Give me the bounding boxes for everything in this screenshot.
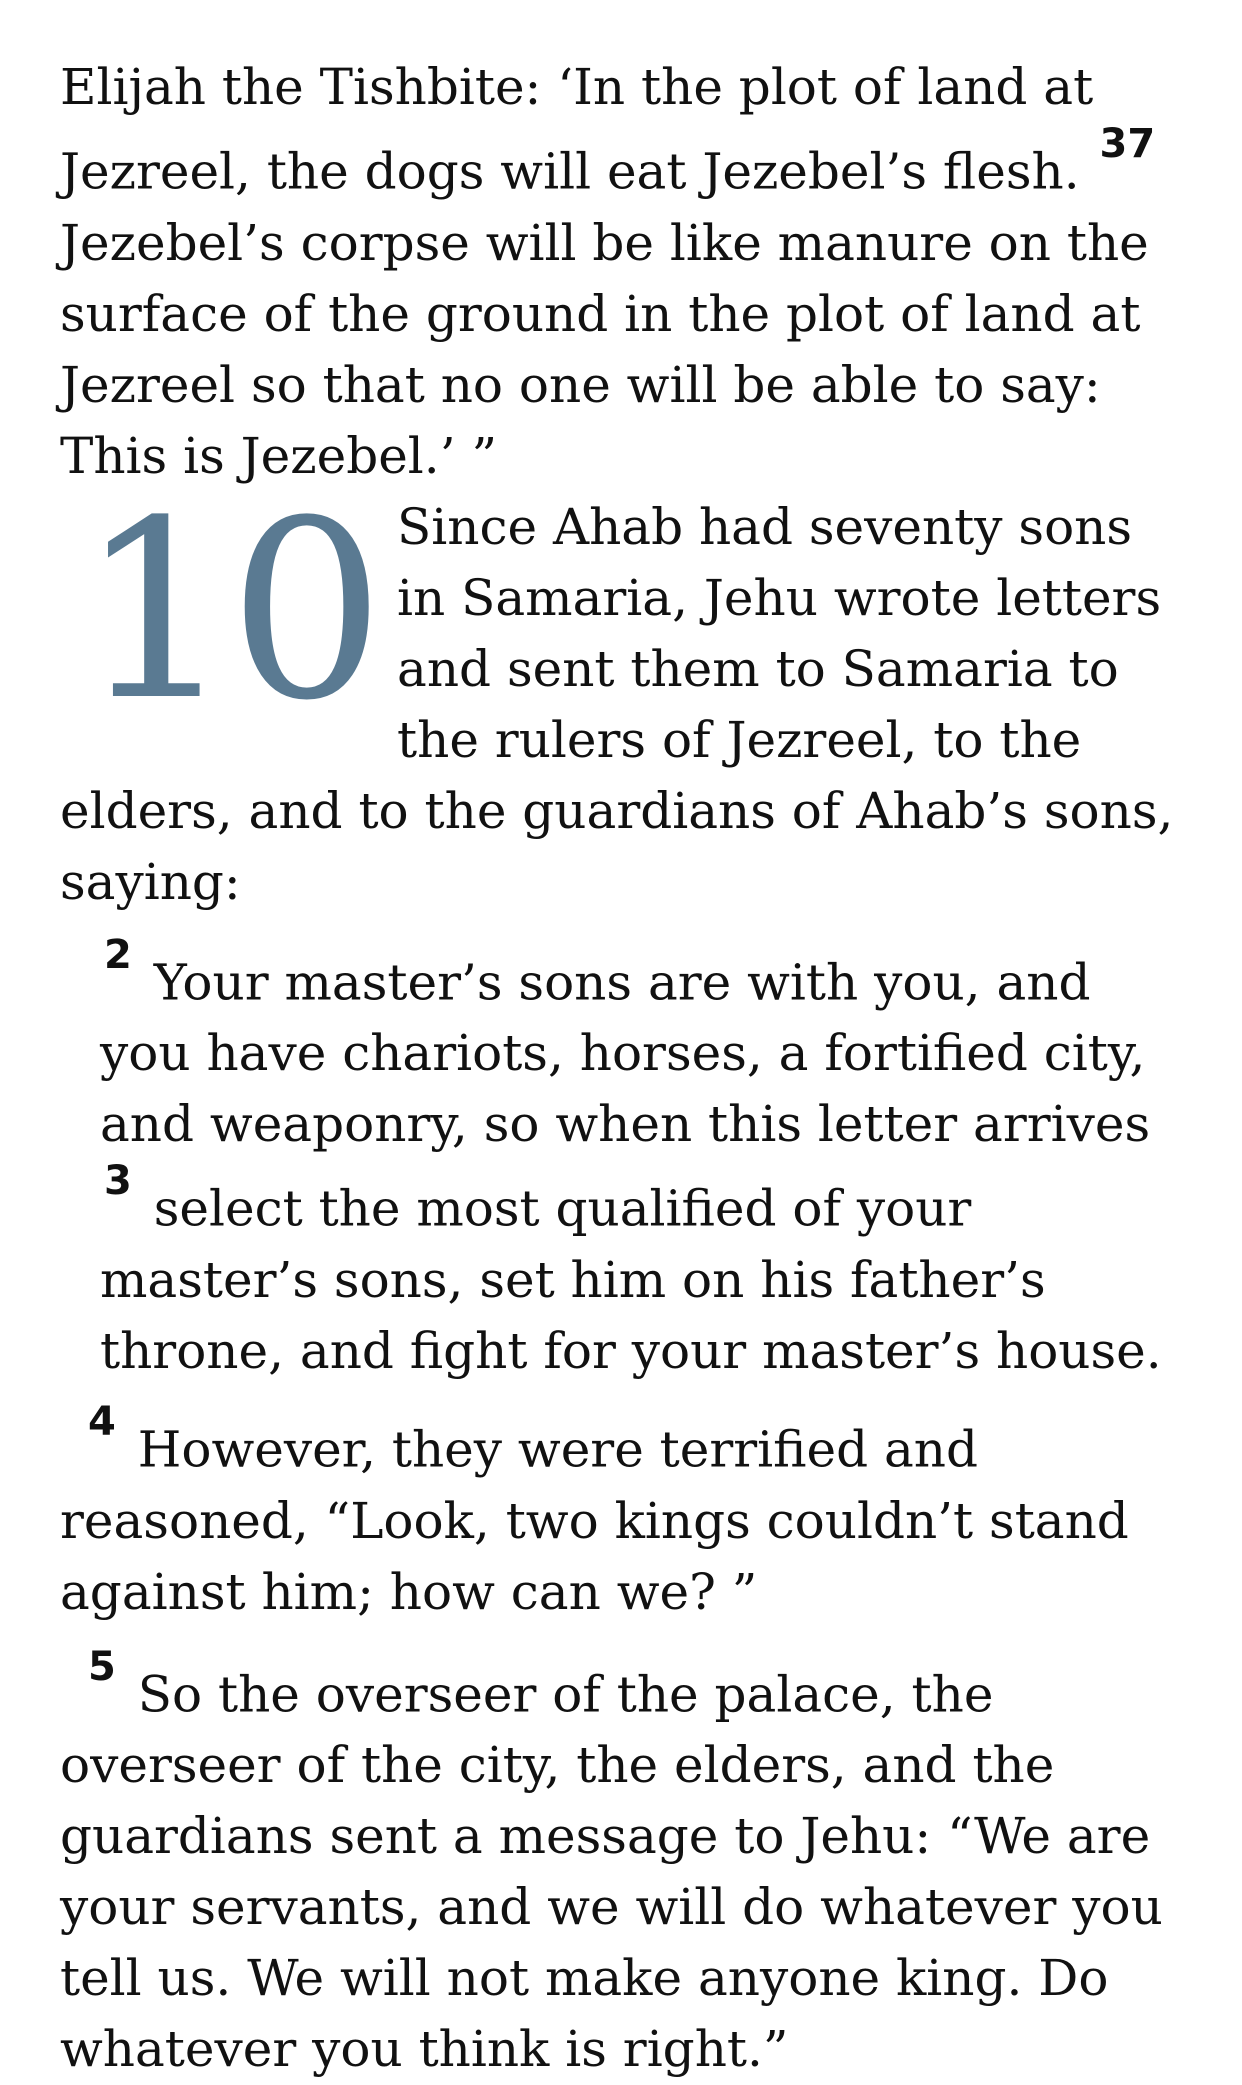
reader-page (60, 52, 1190, 2085)
verse-number-37: 37 (1099, 121, 1156, 167)
letter-quote-block (100, 931, 1190, 1387)
verse-number-2: 2 (104, 931, 132, 978)
verse-1-text: Since Ahab had seventy sons in Samaria, Jehu wrote letters and sent them to Samaria to the rulers of Jezreel, to the elders, and to the guardians of Ahab’s sons, saying: (60, 497, 1174, 911)
chapter-10-opening (60, 468, 1190, 918)
verse-2-3-paragraph (100, 931, 1190, 1387)
verse-number-4: 4 (88, 1398, 116, 1445)
verse-5-text: So the overseer of the palace, the overseer of the city, the elders, and the guardians sent a message to Jehu: “We are your servants, and we will do whatever you tell us. We will not make anyone king. Do whatever you think is right.” (60, 1665, 1163, 2079)
verse-4-text: However, they were terrified and reasoned, “Look, two kings couldn’t stand against him; how can we? ” (60, 1420, 1129, 1621)
verse-5-paragraph (60, 1643, 1190, 2085)
verse-36-text: Elijah the Tishbite: ‘In the plot of land at Jezreel, the dogs will eat Jezebel’s flesh. (60, 58, 1094, 201)
chapter-number-drop-cap: 10 (78, 468, 380, 755)
verse-37-text: Jezebel’s corpse will be like manure on the surface of the ground in the plot of land at Jezreel so that no one will be able to say: This is Jezebel.’ ” (60, 213, 1149, 485)
verse-4-paragraph (60, 1398, 1190, 1628)
paragraph-verse-36-37 (60, 52, 1190, 492)
verse-2-text: Your master’s sons are with you, and you have chariots, horses, a fortified city, and weaponry, so when this letter arrives (100, 953, 1151, 1154)
verse-number-3: 3 (104, 1158, 132, 1205)
verse-3-text: select the most qualified of your master’s sons, set him on his father’s throne, and fight for your master’s house. (100, 1179, 1162, 1380)
verse-number-5: 5 (88, 1643, 116, 1690)
